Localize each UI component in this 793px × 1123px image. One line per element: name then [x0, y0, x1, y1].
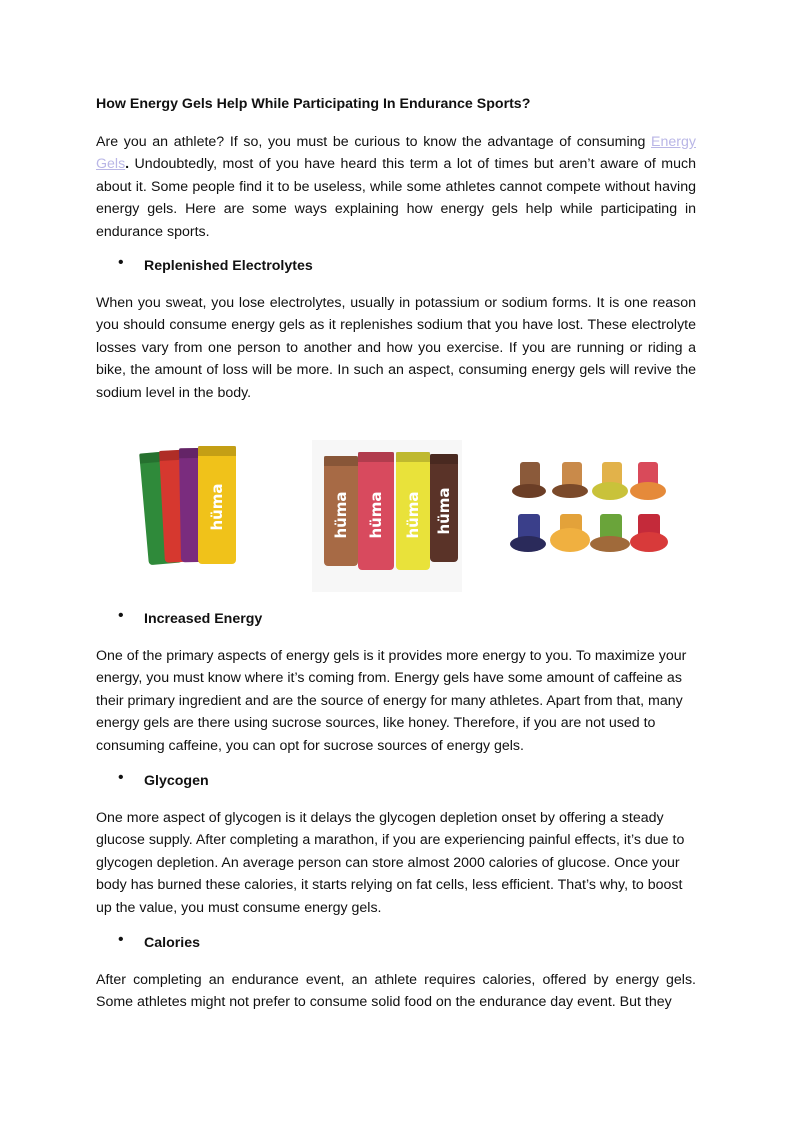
- gel-packs-grid-image: [510, 458, 670, 558]
- bullet-icon: •: [118, 769, 124, 786]
- section-heading-energy: Increased Energy: [144, 611, 263, 627]
- ingredient-blob: [512, 484, 546, 498]
- bullet-icon: •: [118, 254, 124, 271]
- product-logo: hüma: [435, 487, 453, 535]
- section-body-glycogen: One more aspect of glycogen is it delays the glycogen depletion onset by offering a steady glucose supply. After completing a marathon, if you are experiencing painful effects, it’s due to glycogen depletion. An average person can store almost 2000 calories of glucose. Once your body has burned these calories, it starts relying on fat cells, less efficient. That’s why, to boost up the value, you must consume energy gels.: [96, 810, 685, 916]
- section-body-electrolytes: When you sweat, you lose electrolytes, usually in potassium or sodium forms. It is one reason you should consume energy gels as it replenishes sodium that you have lost. These electrolyte losses vary from one person to another and how you exercise. If you are running or riding a bike, the amount of loss will be more. In such an aspect, consuming energy gels will revive the sodium level in the body.: [96, 295, 696, 401]
- ingredient-blob: [630, 532, 668, 552]
- gel-pack: [324, 456, 358, 566]
- product-logo: hüma: [367, 491, 385, 539]
- gel-pack: [198, 446, 236, 564]
- section-heading-calories: Calories: [144, 935, 200, 951]
- ingredient-blob: [510, 536, 546, 552]
- section-body-energy: One of the primary aspects of energy gels is it provides more energy to you. To maximize your energy, you must know where it’s coming from. Energy gels have some amount of caffeine as their primary ingredient and are the source of energy for many athletes. Apart from that, many energy gels are there using sucrose sources, like honey. Therefore, if you are not used to consuming caffeine, you can opt for sucrose sources of energy gels.: [96, 648, 687, 754]
- ingredient-blob: [592, 482, 628, 500]
- gel-pack: [358, 452, 394, 570]
- bullet-icon: •: [118, 931, 124, 948]
- gel-pack: [430, 454, 458, 562]
- intro-text-after-link: Undoubtedly, most of you have heard this term a lot of times but aren’t aware of much about it. Some people find it to be useless, while some athletes cannot compete without having energy gels. Here are some ways explaining how energy gels help while participating in endurance sports.: [96, 156, 696, 240]
- product-logo: hüma: [404, 491, 422, 539]
- ingredient-blob: [630, 482, 666, 500]
- bullet-icon: •: [118, 607, 124, 624]
- ingredient-blob: [552, 484, 588, 498]
- intro-text-before-link: Are you an athlete? If so, you must be curious to know the advantage of consuming: [96, 134, 652, 150]
- product-logo: hüma: [332, 491, 350, 539]
- gel-pack: [396, 452, 430, 570]
- energy-gels-link[interactable]: Energy Gels: [96, 134, 696, 173]
- intro-paragraph: [96, 131, 696, 243]
- section-heading-glycogen: Glycogen: [144, 773, 209, 789]
- section-heading-electrolytes: Replenished Electrolytes: [144, 258, 313, 274]
- section-body-calories: After completing an endurance event, an athlete requires calories, offered by energy gels. Some athletes might not prefer to consume solid food on the endurance day event. But they: [96, 972, 696, 1011]
- page-title: How Energy Gels Help While Participating In Endurance Sports?: [96, 96, 531, 112]
- ingredient-blob: [550, 528, 590, 552]
- gel-packs-fan-image: [140, 440, 240, 570]
- product-logo: hüma: [208, 483, 226, 531]
- ingredient-blob: [590, 536, 630, 552]
- gel-packs-row-image: [312, 440, 462, 592]
- intro-bold-period: .: [125, 156, 130, 173]
